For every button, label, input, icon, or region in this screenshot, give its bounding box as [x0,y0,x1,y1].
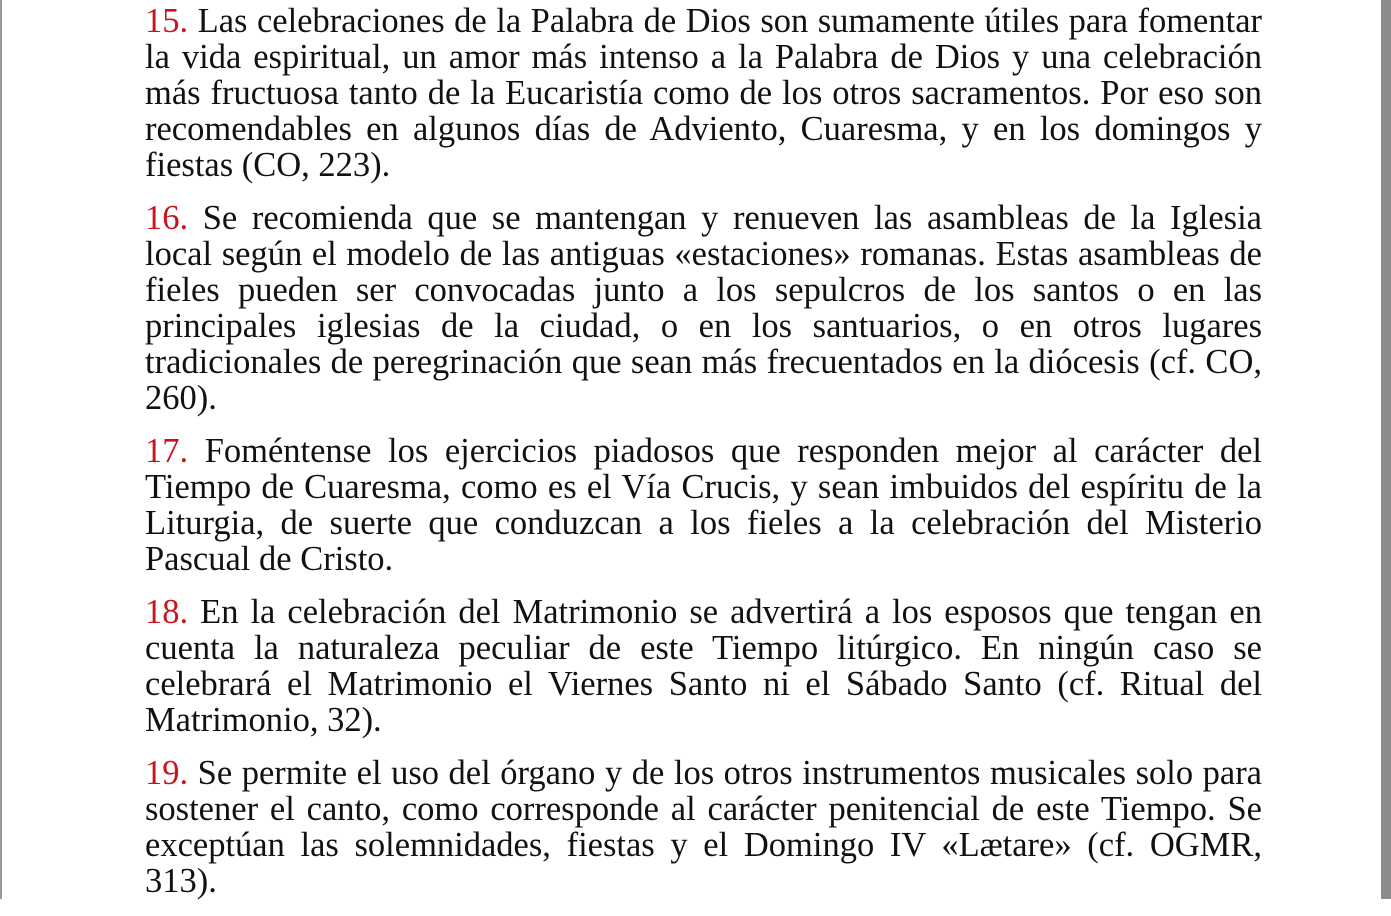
paragraph-number: 18. [145,593,189,631]
paragraph-18 [145,594,1262,738]
paragraph-text: Las celebraciones de la Palabra de Dios son sumamente útiles para fomentar la vida espiritual, un amor más intenso a la Palabra de Dios y una celebración más fructuosa tanto de la Eucaristía como de los otros sacramentos. Por eso son recomendables en algunos días de Adviento, Cuaresma, y en los domingos y fiestas (CO, 223). [145,2,1263,184]
paragraph-number: 16. [145,199,189,237]
paragraph-text: Se permite el uso del órgano y de los otros instrumentos musicales solo para sostener el canto, como corresponde al carácter penitencial de este Tiempo. Se exceptúan las solemnidades, fiestas y el Domingo IV «Lætare» (cf. OGMR, 313). [145,754,1262,900]
paragraph-number: 15. [145,2,189,40]
paragraph-19 [145,755,1262,899]
paragraph-text: Foméntense los ejercicios piadosos que responden mejor al carácter del Tiempo de Cuaresma, como es el Vía Crucis, y sean imbuidos del espíritu de la Liturgia, de suerte que conduzcan a los fieles a la celebración del Misterio Pascual de Cristo. [145,432,1263,578]
paragraph-16 [145,200,1262,416]
paragraph-number: 17. [145,432,189,470]
paragraph-15 [145,3,1262,183]
paragraph-text: Se recomienda que se mantengan y renueven las asambleas de la Iglesia local según el modelo de las antiguas «estaciones» romanas. Estas asambleas de fieles pueden ser convocadas junto a los sepulcros de los santos o en las principales iglesias de la ciudad, o en los santuarios, o en otros lugares tradicionales de peregrinación que sean más frecuentados en la diócesis (cf. CO, 260). [145,199,1262,417]
paragraph-number: 19. [145,754,189,792]
document-body [145,3,1262,916]
paragraph-text: En la celebración del Matrimonio se advertirá a los esposos que tengan en cuenta la naturaleza peculiar de este Tiempo litúrgico. En ningún caso se celebrará el Matrimonio el Viernes Santo ni el Sábado Santo (cf. Ritual del Matrimonio, 32). [145,593,1262,739]
paragraph-17 [145,433,1262,577]
